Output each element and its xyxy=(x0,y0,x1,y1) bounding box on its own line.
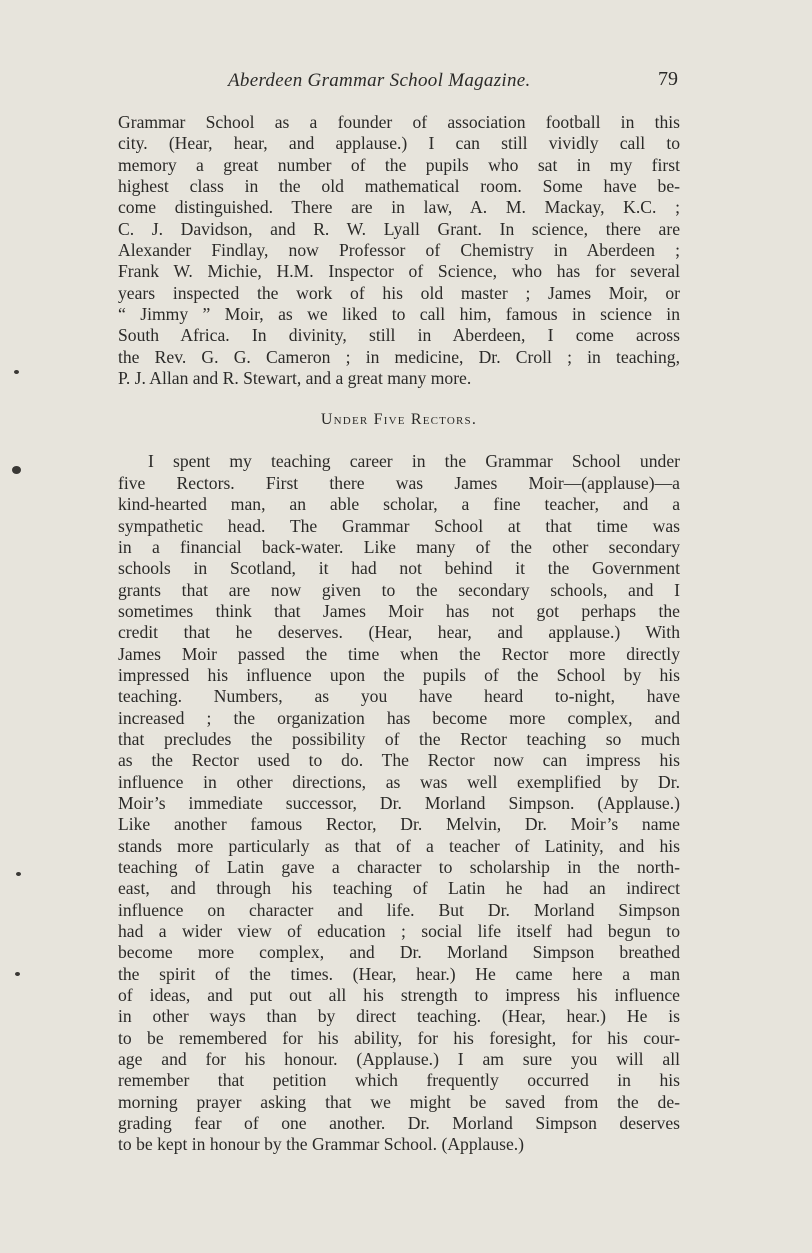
text-line: James Moir passed the time when the Rector more directly xyxy=(118,643,680,664)
text-line: remember that petition which frequently occurred in his xyxy=(118,1070,680,1091)
text-line: to be remembered for his ability, for his foresight, for his cour- xyxy=(118,1027,680,1048)
paragraph-football xyxy=(118,112,680,389)
text-line: east, and through his teaching of Latin he had an indirect xyxy=(118,878,680,899)
text-line: age and for his honour. (Applause.) I am sure you will all xyxy=(118,1049,680,1070)
text-line: sometimes think that James Moir has not got perhaps the xyxy=(118,600,680,621)
text-line: credit that he deserves. (Hear, hear, and applause.) With xyxy=(118,622,680,643)
margin-speck xyxy=(16,872,21,876)
text-line: I spent my teaching career in the Grammar School under xyxy=(148,451,680,472)
text-line: increased ; the organization has become more complex, and xyxy=(118,707,680,728)
text-line: influence in other directions, as was well exemplified by Dr. xyxy=(118,771,680,792)
text-line: grants that are now given to the secondary schools, and I xyxy=(118,579,680,600)
text-line: come distinguished. There are in law, A. M. Mackay, K.C. ; xyxy=(118,197,680,218)
text-line: the spirit of the times. (Hear, hear.) He came here a man xyxy=(118,963,680,984)
text-line: Frank W. Michie, H.M. Inspector of Science, who has for several xyxy=(118,261,680,282)
text-line: highest class in the old mathematical room. Some have be- xyxy=(118,176,680,197)
text-line: Alexander Findlay, now Professor of Chemistry in Aberdeen ; xyxy=(118,240,680,261)
text-line: C. J. Davidson, and R. W. Lyall Grant. In science, there are xyxy=(118,218,680,239)
text-line: as the Rector used to do. The Rector now can impress his xyxy=(118,750,680,771)
text-line: P. J. Allan and R. Stewart, and a great many more. xyxy=(118,368,472,389)
text-line: had a wider view of education ; social life itself had begun to xyxy=(118,921,680,942)
text-line: of ideas, and put out all his strength to impress his influence xyxy=(118,985,680,1006)
margin-speck xyxy=(12,466,21,474)
article-body xyxy=(118,112,680,1156)
text-line: South Africa. In divinity, still in Aberdeen, I come across xyxy=(118,325,680,346)
text-line: teaching of Latin gave a character to scholarship in the north- xyxy=(118,857,680,877)
text-line: “ Jimmy ” Moir, as we liked to call him, famous in science in xyxy=(118,304,680,325)
text-line: stands more particularly as that of a teacher of Latinity, and his xyxy=(118,835,680,856)
text-line: years inspected the work of his old master ; James Moir, or xyxy=(118,282,680,303)
text-line: memory a great number of the pupils who sat in my first xyxy=(118,154,680,175)
text-line: in a financial back-water. Like many of the other secondary xyxy=(118,536,680,557)
magazine-title: Aberdeen Grammar School Magazine. xyxy=(228,70,531,91)
text-line: Like another famous Rector, Dr. Melvin, Dr. Moir’s name xyxy=(118,814,680,835)
text-line: five Rectors. First there was James Moir—(applause)—a xyxy=(118,472,680,493)
text-line: the Rev. G. G. Cameron ; in medicine, Dr. Croll ; in teaching, xyxy=(118,346,680,367)
margin-speck xyxy=(14,370,19,374)
text-line: sympathetic head. The Grammar School at that time was xyxy=(118,515,680,536)
text-line: to be kept in honour by the Grammar School. (Applause.) xyxy=(118,1134,525,1155)
page-number: 79 xyxy=(658,68,678,90)
section-heading: Under Five Rectors. xyxy=(320,411,478,429)
text-line: Moir’s immediate successor, Dr. Morland Simpson. (Applause.) xyxy=(118,792,680,813)
text-line: city. (Hear, hear, and applause.) I can still vividly call to xyxy=(118,133,680,154)
text-line: that precludes the possibility of the Rector teaching so much xyxy=(118,728,680,749)
paragraph-five-rectors xyxy=(118,451,680,1155)
margin-speck xyxy=(15,972,20,976)
running-head xyxy=(118,66,678,96)
text-line: morning prayer asking that we might be saved from the de- xyxy=(118,1091,680,1112)
text-line: Grammar School as a founder of association football in this xyxy=(118,112,680,132)
text-line: grading fear of one another. Dr. Morland Simpson deserves xyxy=(118,1113,680,1134)
text-line: impressed his influence upon the pupils of the School by his xyxy=(118,664,680,685)
text-line: kind-hearted man, an able scholar, a fine teacher, and a xyxy=(118,494,680,515)
text-line: in other ways than by direct teaching. (Hear, hear.) He is xyxy=(118,1006,680,1027)
text-line: schools in Scotland, it had not behind it the Government xyxy=(118,558,680,579)
text-line: teaching. Numbers, as you have heard to-night, have xyxy=(118,686,680,707)
text-line: influence on character and life. But Dr. Morland Simpson xyxy=(118,899,680,920)
text-line: become more complex, and Dr. Morland Simpson breathed xyxy=(118,942,680,963)
